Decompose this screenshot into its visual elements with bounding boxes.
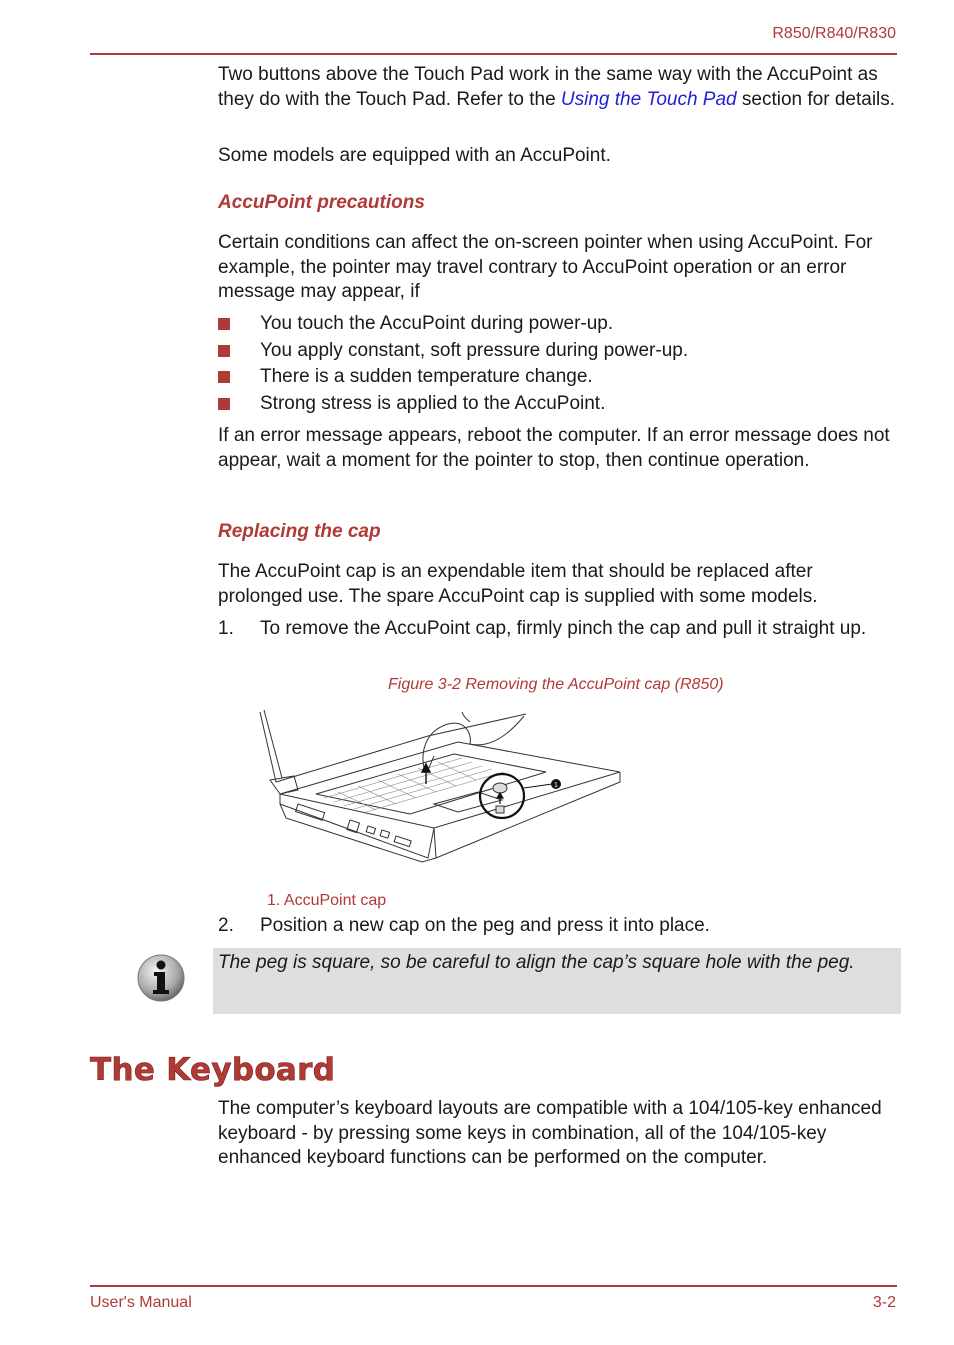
bullet-text: You touch the AccuPoint during power-up. <box>260 313 614 334</box>
footer-rule <box>90 1285 897 1287</box>
models-paragraph: Some models are equipped with an AccuPoint. <box>218 145 611 166</box>
bullet-text: There is a sudden temperature change. <box>260 366 593 387</box>
replacing-intro: The AccuPoint cap is an expendable item that should be replaced after prolonged use. The spare AccuPoint cap is supplied with some models. <box>218 561 818 607</box>
keyboard-paragraph: The computer’s keyboard layouts are compatible with a 104/105-key enhanced keyboard - by pressing some keys in combination, all of the 104/105-key enhanced keyboard functions can be performed on the computer. <box>218 1098 882 1168</box>
note-box <box>213 948 901 1014</box>
replacing-heading: Replacing the cap <box>218 521 381 542</box>
header-model: R850/R840/R830 <box>772 25 896 42</box>
step-1 <box>218 617 898 667</box>
step-text: Position a new cap on the peg and press it into place. <box>260 915 710 936</box>
footer-title: User's Manual <box>90 1294 192 1311</box>
accupoint-figure <box>258 708 624 864</box>
callout-number: 1 <box>554 782 558 789</box>
bullet-text: You apply constant, soft pressure during power-up. <box>260 340 689 361</box>
bullet-text: Strong stress is applied to the AccuPoint. <box>260 393 606 414</box>
intro-text-before: Two buttons above the Touch Pad work in the same way with the AccuPoint as they do with the Touch Pad. Refer to the <box>218 64 878 110</box>
section-heading: The Keyboard <box>90 1052 336 1088</box>
intro-paragraph <box>218 63 898 112</box>
figure-caption: Figure 3-2 Removing the AccuPoint cap (R850) <box>388 676 724 693</box>
step-number: 1. <box>218 618 234 639</box>
intro-text-after: section for details. <box>736 88 896 110</box>
bullet-icon <box>218 371 230 383</box>
page-number: 3-2 <box>872 1294 896 1311</box>
step-text: To remove the AccuPoint cap, firmly pinch the cap and pull it straight up. <box>260 618 867 639</box>
touchpad-link[interactable]: Using the Touch Pad <box>560 88 737 110</box>
bullet-icon <box>218 318 230 330</box>
step-number: 2. <box>218 915 234 936</box>
header-rule <box>90 53 897 55</box>
error-paragraph: If an error message appears, reboot the computer. If an error message does not appear, wait a moment for the pointer to stop, then continue operation. <box>218 425 890 471</box>
bullet-icon <box>218 345 230 357</box>
precautions-intro: Certain conditions can affect the on-screen pointer when using AccuPoint. For example, the pointer may travel contrary to AccuPoint operation or an error message may appear, if <box>218 232 873 302</box>
info-icon <box>136 953 186 1003</box>
note-text: The peg is square, so be careful to align the cap’s square hole with the peg. <box>218 952 855 973</box>
precautions-heading: AccuPoint precautions <box>218 192 425 213</box>
bullet-icon <box>218 398 230 410</box>
figure-legend: 1. AccuPoint cap <box>267 892 387 909</box>
